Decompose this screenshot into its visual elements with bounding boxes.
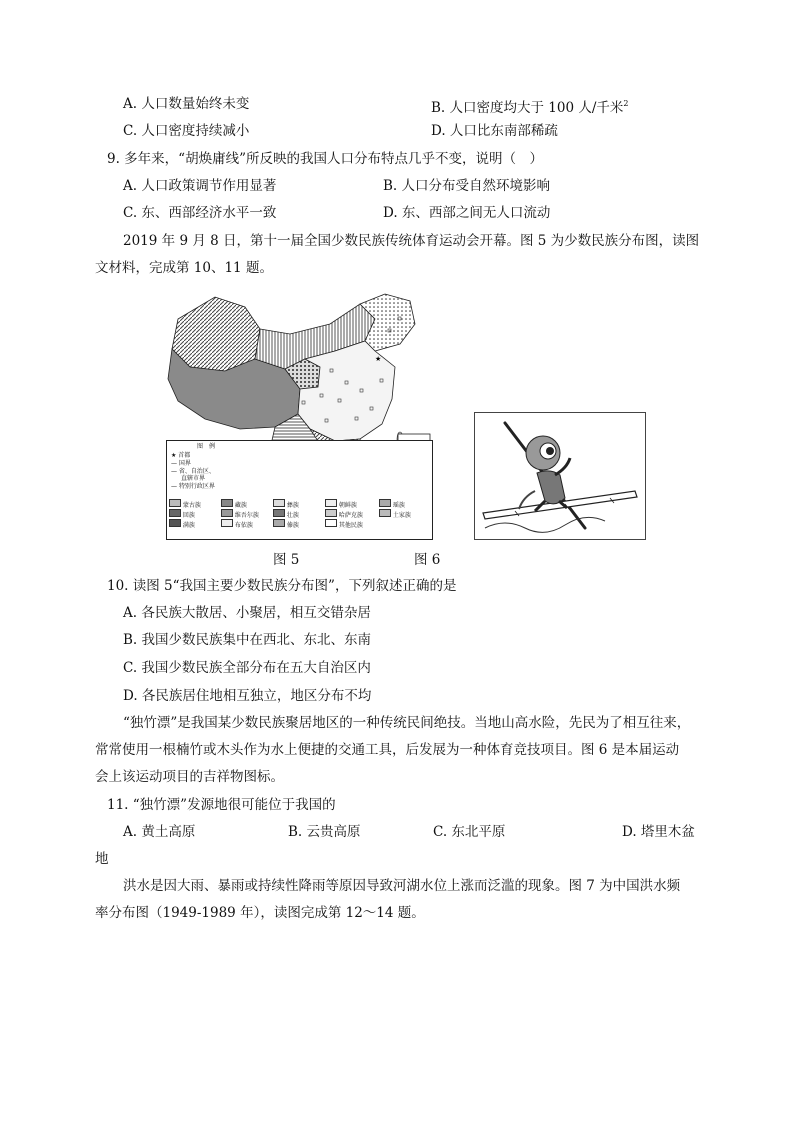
q8-option-b-text: B. 人口密度均大于 100 人/千米 xyxy=(431,100,624,116)
legend-item-label: 藏族 xyxy=(234,502,247,509)
q11-option-d-wrap: 地 xyxy=(95,851,109,867)
q11-option-b: B. 云贵高原 xyxy=(288,824,361,840)
legend-item-label: 哈萨克族 xyxy=(338,512,363,519)
q9-stem: 9. 多年来，“胡焕庸线”所反映的我国人口分布特点几乎不变，说明（ ） xyxy=(107,151,543,167)
legend-capital-label: 首都 xyxy=(178,452,191,459)
ethnic-distribution-map xyxy=(160,289,436,539)
legend-province: — 省、自治区、 xyxy=(171,468,215,475)
q10-option-c: C. 我国少数民族全部分布在五大自治区内 xyxy=(123,660,371,676)
legend-sar-label: 特别行政区界 xyxy=(178,483,215,490)
legend-border-label: 国界 xyxy=(178,460,191,467)
capital-star-icon: ★ xyxy=(375,355,382,363)
legend-item-label: 满族 xyxy=(182,522,195,529)
q10-option-d: D. 各民族居住地相互独立，地区分布不均 xyxy=(123,688,372,704)
legend-sar: — 特别行政区界 xyxy=(171,483,215,490)
legend-item xyxy=(169,519,195,530)
figure-6-caption: 图 6 xyxy=(414,552,441,568)
legend-province-label: 省、自治区、 xyxy=(178,468,215,475)
legend-item xyxy=(221,519,253,530)
legend-item xyxy=(379,509,411,520)
passage-11-line1: “独竹漂”是我国某少数民族聚居地区的一种传统民间绝技。当地山高水险，先民为了相互往来， xyxy=(123,715,691,731)
mascot-graphic xyxy=(475,413,645,539)
mascot-figure xyxy=(474,412,646,540)
q11-stem: 11. “独竹漂”发源地很可能位于我国的 xyxy=(107,797,336,813)
legend-item-label: 朝鲜族 xyxy=(338,502,357,509)
legend-item xyxy=(325,519,363,530)
intro-12-14-line1: 洪水是因大雨、暴雨或持续性降雨等原因导致河湖水位上涨而泛滥的现象。图 7 为中国洪水频 xyxy=(123,878,681,894)
q9-option-a: A. 人口政策调节作用显著 xyxy=(123,178,277,194)
legend-capital: ★ 首都 xyxy=(171,452,191,459)
legend-item-label: 壮族 xyxy=(286,512,299,519)
intro-10-11-line2: 文材料，完成第 10、11 题。 xyxy=(95,260,273,276)
legend-province2: 直辖市界 xyxy=(181,475,206,482)
q10-option-a: A. 各民族大散居、小聚居，相互交错杂居 xyxy=(123,605,371,621)
q10-option-b: B. 我国少数民族集中在西北、东北、东南 xyxy=(123,632,372,648)
q8-option-b xyxy=(431,94,629,118)
legend-item-label: 维吾尔族 xyxy=(234,512,259,519)
q9-option-c: C. 东、西部经济水平一致 xyxy=(123,205,277,221)
q8-option-b-sup: 2 xyxy=(623,99,629,108)
legend-item-label: 回族 xyxy=(182,512,195,519)
q11-option-c: C. 东北平原 xyxy=(433,824,506,840)
legend-item-label: 土家族 xyxy=(392,512,411,519)
legend-title: 图 例 xyxy=(197,443,216,450)
q11-option-d: D. 塔里木盆 xyxy=(622,824,695,840)
q10-stem: 10. 读图 5“我国主要少数民族分布图”，下列叙述正确的是 xyxy=(107,578,457,594)
passage-11-line3: 会上该运动项目的吉祥物图标。 xyxy=(95,769,284,785)
q8-option-a: A. 人口数量始终未变 xyxy=(123,96,250,112)
q9-option-b: B. 人口分布受自然环境影响 xyxy=(383,178,551,194)
legend-item-label: 傣族 xyxy=(286,522,299,529)
intro-10-11-line1: 2019 年 9 月 8 日，第十一届全国少数民族传统体育运动会开幕。图 5 为少数民族分布图，读图 xyxy=(123,233,700,249)
q8-option-d: D. 人口比东南部稀疏 xyxy=(431,123,558,139)
map-legend xyxy=(166,440,433,540)
q9-option-d: D. 东、西部之间无人口流动 xyxy=(383,205,551,221)
legend-item-label: 瑶族 xyxy=(392,502,405,509)
legend-item xyxy=(273,519,299,530)
legend-item-label: 其他民族 xyxy=(338,522,363,529)
legend-item-label: 布依族 xyxy=(234,522,253,529)
region-xinjiang xyxy=(172,297,260,371)
q8-option-c: C. 人口密度持续减小 xyxy=(123,123,250,139)
legend-item-label: 蒙古族 xyxy=(182,502,201,509)
figure-5-caption: 图 5 xyxy=(273,552,300,568)
intro-12-14-line2: 率分布图（1949-1989 年），读图完成第 12～14 题。 xyxy=(95,905,425,921)
legend-border: — 国界 xyxy=(171,460,191,467)
legend-item-label: 彝族 xyxy=(286,502,299,509)
passage-11-line2: 常常使用一根楠竹或木头作为水上便捷的交通工具，后发展为一种体育竞技项目。图 6 是本届运动 xyxy=(95,742,680,758)
q11-option-a: A. 黄土高原 xyxy=(123,824,196,840)
